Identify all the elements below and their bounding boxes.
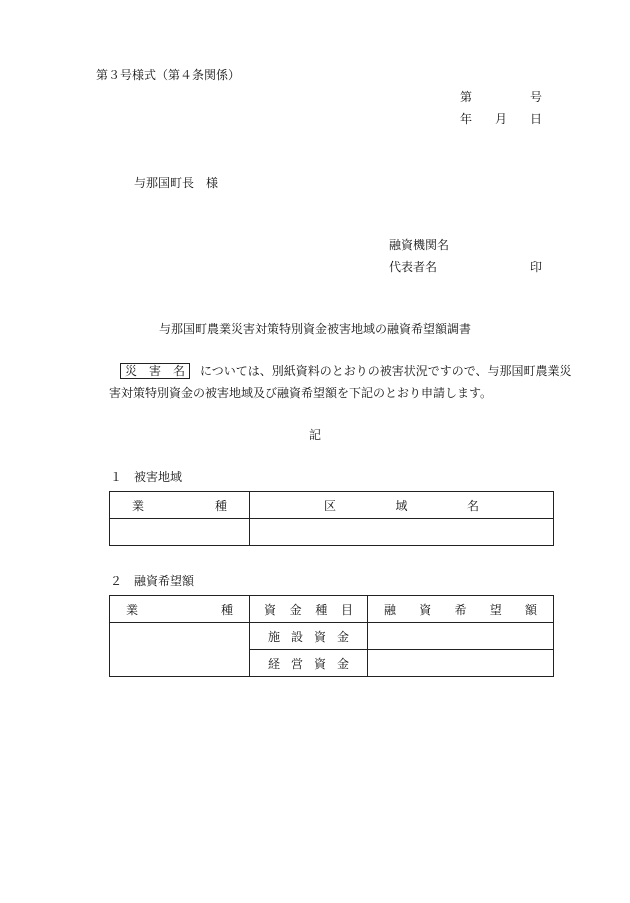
seal-mark: 印 bbox=[530, 260, 543, 274]
header-fund-type: 資 金 種 目 bbox=[250, 596, 368, 623]
operating-fund-label: 経 営 資 金 bbox=[250, 650, 368, 677]
body-line-2: 害対策特別資金の被害地域及び融資希望額を下記のとおり申請します。 bbox=[109, 386, 493, 400]
industry-cell[interactable] bbox=[110, 623, 250, 677]
institution-label: 融資機関名 bbox=[389, 238, 450, 252]
form-number: 第３号様式（第４条関係） bbox=[96, 68, 241, 82]
date-day: 日 bbox=[530, 112, 543, 126]
date-month: 月 bbox=[495, 112, 508, 126]
ki-label: 記 bbox=[308, 428, 321, 442]
addressee: 与那国町長 様 bbox=[134, 176, 219, 190]
body-line-1-text: については、別紙資料のとおりの被害状況ですので、与那国町農業災 bbox=[200, 364, 572, 378]
header-industry: 業 種 bbox=[110, 492, 250, 519]
area-name-cell[interactable] bbox=[250, 519, 554, 546]
header-area-name: 区 域 名 bbox=[250, 492, 554, 519]
header-loan-amount: 融 資 希 望 額 bbox=[368, 596, 554, 623]
header-industry: 業 種 bbox=[110, 596, 250, 623]
disaster-name-box: 災 害 名 bbox=[120, 363, 190, 379]
table-row bbox=[110, 519, 554, 546]
doc-number-prefix: 第 bbox=[460, 90, 473, 104]
section1-heading: １ 被害地域 bbox=[110, 470, 183, 484]
body-line-1 bbox=[120, 362, 572, 379]
operating-amount-cell[interactable] bbox=[368, 650, 554, 677]
doc-number-suffix: 号 bbox=[530, 90, 543, 104]
date-year: 年 bbox=[460, 112, 473, 126]
damage-area-table bbox=[109, 491, 554, 546]
document-title: 与那国町農業災害対策特別資金被害地域の融資希望額調書 bbox=[158, 322, 471, 336]
section2-heading: ２ 融資希望額 bbox=[110, 574, 195, 588]
facility-amount-cell[interactable] bbox=[368, 623, 554, 650]
representative-label: 代表者名 bbox=[389, 260, 438, 274]
table-row bbox=[110, 596, 554, 623]
industry-cell[interactable] bbox=[110, 519, 250, 546]
facility-fund-label: 施 設 資 金 bbox=[250, 623, 368, 650]
loan-amount-table bbox=[109, 595, 554, 677]
table-row bbox=[110, 623, 554, 650]
table-row bbox=[110, 492, 554, 519]
